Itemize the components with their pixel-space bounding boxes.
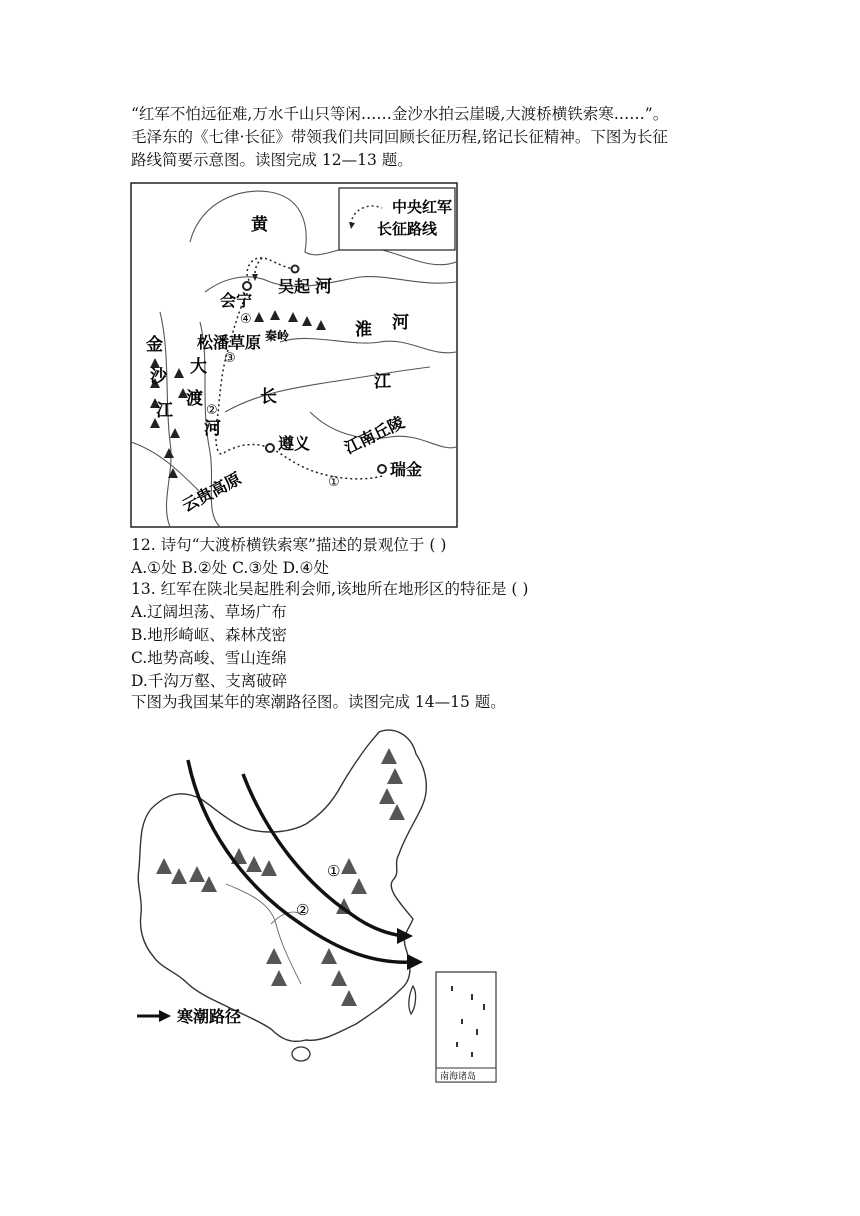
label-huaihe-he: 河: [392, 313, 409, 333]
long-march-map: [130, 182, 458, 528]
label-qinling: 秦岭: [265, 329, 290, 343]
label-songpan: 松潘草原: [197, 333, 262, 352]
q13-stem: 13. 红军在陕北吴起胜利会师,该地所在地形区的特征是 ( ): [131, 580, 529, 598]
label-wuqi: 吴起: [278, 277, 311, 296]
label-sha: 沙: [150, 367, 167, 387]
q12-options: A.①处 B.②处 C.③处 D.④处: [131, 559, 329, 577]
label-ruijin: 瑞金: [390, 460, 423, 479]
label-huining: 会宁: [220, 291, 253, 310]
q13-option-c: C.地势高峻、雪山连绵: [131, 649, 287, 667]
label-he-yellow: 河: [315, 277, 332, 297]
intro-line-2: 毛泽东的《七律·长征》带领我们共同回顾长征历程,铭记长征精神。下图为长征: [131, 128, 668, 146]
label-chang: 长: [260, 387, 277, 407]
marker-2: ②: [206, 403, 218, 418]
path-marker-2: ②: [296, 901, 310, 919]
q12-stem: 12. 诗句“大渡桥横铁索寒”描述的景观位于 ( ): [131, 536, 447, 554]
label-huai: 淮: [355, 320, 372, 340]
intro-line-3: 路线简要示意图。读图完成 12—13 题。: [131, 151, 413, 169]
path-marker-1: ①: [327, 862, 341, 880]
legend-cold-wave: 寒潮路径: [177, 1007, 242, 1026]
marker-3: ③: [224, 351, 236, 366]
label-zunyi: 遵义: [278, 434, 311, 453]
q13-option-a: A.辽阔坦荡、草场广布: [131, 603, 287, 621]
cold-wave-map: [131, 724, 501, 1084]
label-huang: 黄: [251, 215, 268, 235]
inset-label: 南海诸岛: [440, 1072, 477, 1082]
marker-4: ④: [240, 312, 252, 327]
label-du: 渡: [186, 389, 203, 409]
label-da: 大: [190, 357, 207, 377]
marker-1: ①: [328, 475, 340, 490]
poem-line: “红军不怕远征难,万水千山只等闲……金沙水拍云崖暖,大渡桥横铁索寒……”。: [131, 105, 669, 123]
label-he-dadu: 河: [204, 419, 221, 439]
q13-option-b: B.地形崎岖、森林茂密: [131, 626, 287, 644]
intro-2: 下图为我国某年的寒潮路径图。读图完成 14—15 题。: [131, 693, 506, 711]
label-yungui: 云贵高原: [178, 468, 245, 516]
label-jiang-jinsha: 江: [156, 401, 173, 421]
label-jin: 金: [146, 335, 163, 355]
q13-option-d: D.千沟万壑、支离破碎: [131, 672, 288, 690]
label-jiangnan: 江南丘陵: [341, 412, 408, 458]
legend-line-2: 长征路线: [377, 220, 438, 238]
legend-line-1: 中央红军: [392, 198, 453, 216]
label-jiang-changjiang: 江: [374, 372, 391, 392]
